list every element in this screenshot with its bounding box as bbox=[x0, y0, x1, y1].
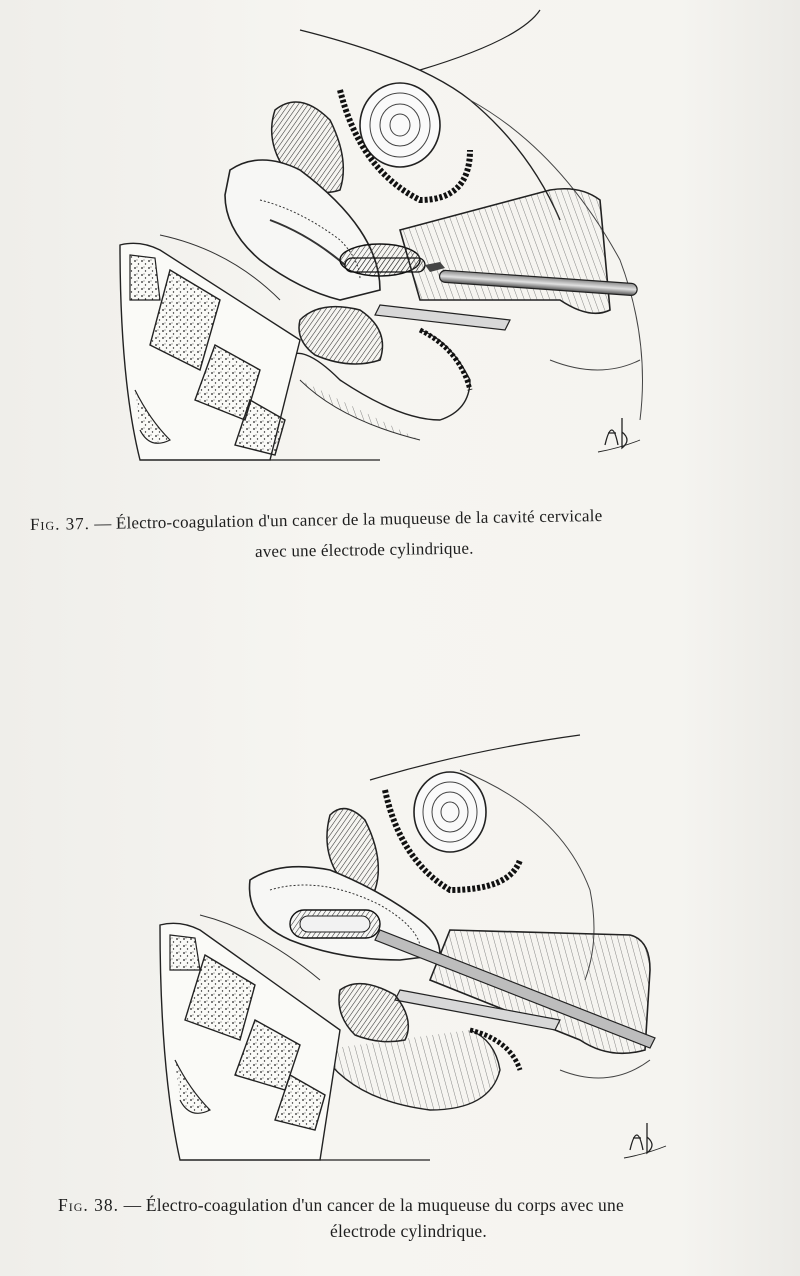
figure-38-caption-line1: — Électro-coagulation d'un cancer de la muqueuse du corps avec une bbox=[123, 1195, 624, 1215]
figure-37-label: Fig. 37. bbox=[29, 514, 91, 534]
figure-37-caption-line2: avec une électrode cylindrique. bbox=[254, 538, 474, 561]
figure-37-illustration bbox=[0, 0, 800, 480]
figure-38-signature bbox=[624, 1123, 666, 1158]
figure-38-illustration bbox=[0, 720, 800, 1180]
figure-38-caption-line2: électrode cylindrique. bbox=[330, 1221, 487, 1241]
figure-38-drawing bbox=[0, 720, 800, 1180]
figure-37-caption-line1: — Électro-coagulation d'un cancer de la muqueuse de la cavité cervicale bbox=[94, 506, 603, 533]
figure-37-signature bbox=[598, 418, 640, 452]
figure-37-drawing bbox=[0, 0, 800, 480]
figure-38-label: Fig. 38. bbox=[58, 1195, 120, 1215]
